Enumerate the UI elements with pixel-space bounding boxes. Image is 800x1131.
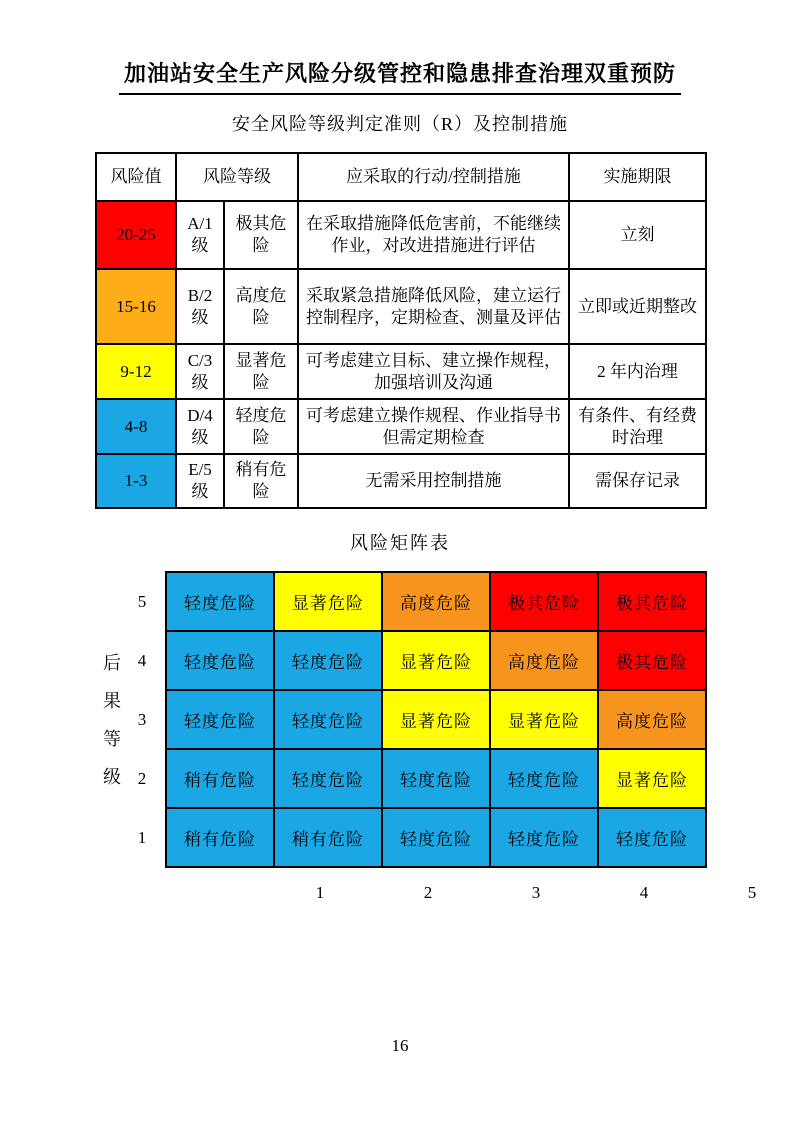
deadline-cell: 2 年内治理 — [569, 344, 706, 399]
y-axis-char: 后 — [103, 652, 121, 673]
matrix-col-label: 2 — [423, 883, 433, 902]
header-risk-value: 风险值 — [96, 153, 176, 201]
deadline-cell: 有条件、有经费时治理 — [569, 399, 706, 454]
matrix-row-label: 1 — [137, 827, 147, 847]
matrix-cell: 轻度危险 — [382, 808, 490, 867]
matrix-y-axis-label — [100, 653, 124, 787]
page-number: 16 — [391, 1036, 409, 1055]
risk-value-cell: 4-8 — [96, 399, 176, 454]
matrix-cell: 轻度危险 — [166, 631, 274, 690]
matrix-cell: 极其危险 — [598, 572, 706, 631]
matrix-cell: 轻度危险 — [490, 749, 598, 808]
matrix-grid — [165, 571, 707, 868]
matrix-cell: 稍有危险 — [166, 749, 274, 808]
matrix-cell: 显著危险 — [382, 631, 490, 690]
matrix-cell: 稍有危险 — [274, 808, 382, 867]
action-cell: 在采取措施降低危害前，不能继续作业，对改进措施进行评估 — [298, 201, 569, 269]
matrix-cell: 高度危险 — [598, 690, 706, 749]
matrix-cell: 稍有危险 — [166, 808, 274, 867]
criteria-row — [96, 269, 706, 344]
matrix-cell: 轻度危险 — [274, 631, 382, 690]
y-axis-char: 级 — [103, 766, 121, 787]
matrix-cell: 轻度危险 — [274, 690, 382, 749]
matrix-col-label: 4 — [639, 883, 649, 902]
action-cell: 采取紧急措施降低风险，建立运行控制程序，定期检查、测量及评估 — [298, 269, 569, 344]
matrix-cell: 轻度危险 — [274, 749, 382, 808]
y-axis-char: 等 — [103, 728, 121, 749]
risk-value-cell: 20-25 — [96, 201, 176, 269]
grade-code-cell: E/5级 — [176, 454, 224, 508]
matrix-row-label: 3 — [137, 709, 147, 729]
matrix-cell: 高度危险 — [490, 631, 598, 690]
action-cell: 可考虑建立目标、建立操作规程，加强培训及沟通 — [298, 344, 569, 399]
risk-value-cell: 15-16 — [96, 269, 176, 344]
risk-criteria-table — [95, 152, 707, 509]
matrix-row-label: 2 — [137, 768, 147, 788]
matrix-cell: 轻度危险 — [166, 690, 274, 749]
grade-name-cell: 轻度危险 — [224, 399, 298, 454]
matrix-row-label: 4 — [137, 650, 147, 670]
matrix-row-label: 5 — [137, 591, 147, 611]
action-cell: 无需采用控制措施 — [298, 454, 569, 508]
header-action: 应采取的行动/控制措施 — [298, 153, 569, 201]
criteria-row — [96, 344, 706, 399]
matrix-cell: 显著危险 — [490, 690, 598, 749]
criteria-table-body — [96, 201, 706, 508]
matrix-cell: 显著危险 — [274, 572, 382, 631]
header-risk-grade: 风险等级 — [176, 153, 298, 201]
grade-name-cell: 高度危险 — [224, 269, 298, 344]
criteria-row — [96, 399, 706, 454]
matrix-cell: 极其危险 — [598, 631, 706, 690]
risk-matrix — [100, 571, 800, 868]
matrix-title: 风险矩阵表 — [350, 533, 450, 553]
grade-name-cell: 显著危险 — [224, 344, 298, 399]
page-title: 加油站安全生产风险分级管控和隐患排查治理双重预防 — [123, 61, 676, 86]
risk-value-cell: 1-3 — [96, 454, 176, 508]
matrix-col-label: 5 — [747, 883, 757, 902]
deadline-cell: 需保存记录 — [569, 454, 706, 508]
matrix-cell: 轻度危险 — [166, 572, 274, 631]
grade-code-cell: D/4级 — [176, 399, 224, 454]
deadline-cell: 立即或近期整改 — [569, 269, 706, 344]
matrix-cell: 极其危险 — [490, 572, 598, 631]
y-axis-char: 果 — [103, 690, 121, 711]
grade-code-cell: C/3级 — [176, 344, 224, 399]
header-deadline: 实施期限 — [569, 153, 706, 201]
criteria-row — [96, 454, 706, 508]
grade-code-cell: A/1级 — [176, 201, 224, 269]
criteria-table-caption: 安全风险等级判定准则（R）及控制措施 — [231, 114, 568, 134]
matrix-cell: 轻度危险 — [598, 808, 706, 867]
criteria-row — [96, 201, 706, 269]
title-divider — [119, 93, 681, 95]
matrix-cell: 显著危险 — [382, 690, 490, 749]
deadline-cell: 立刻 — [569, 201, 706, 269]
matrix-col-label: 1 — [315, 883, 325, 902]
grade-name-cell: 极其危险 — [224, 201, 298, 269]
matrix-cell: 轻度危险 — [382, 749, 490, 808]
grade-code-cell: B/2级 — [176, 269, 224, 344]
risk-value-cell: 9-12 — [96, 344, 176, 399]
matrix-col-label: 3 — [531, 883, 541, 902]
grade-name-cell: 稍有危险 — [224, 454, 298, 508]
matrix-row-labels — [124, 572, 160, 867]
criteria-header-row — [96, 153, 706, 201]
action-cell: 可考虑建立操作规程、作业指导书但需定期检查 — [298, 399, 569, 454]
matrix-col-labels — [266, 882, 800, 904]
matrix-cell: 高度危险 — [382, 572, 490, 631]
matrix-cell: 轻度危险 — [490, 808, 598, 867]
matrix-cell: 显著危险 — [598, 749, 706, 808]
